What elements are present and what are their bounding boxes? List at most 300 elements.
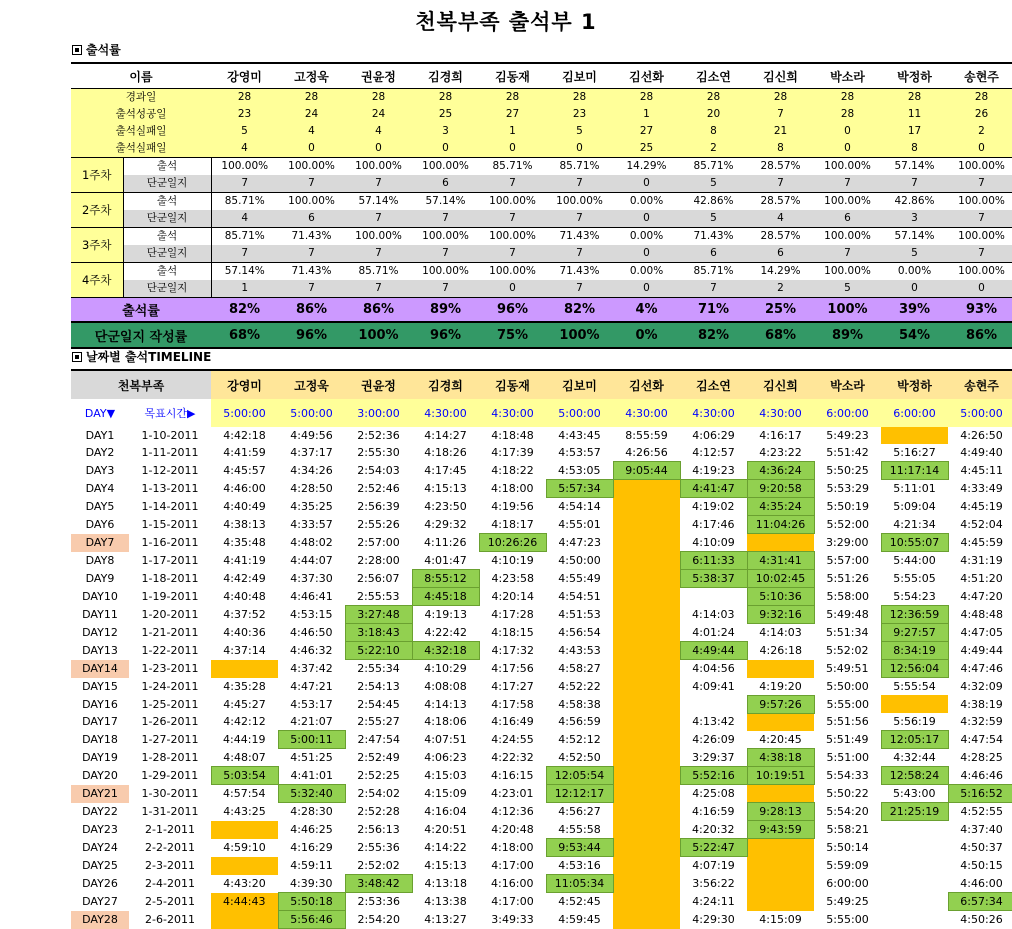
time-cell: 4:41:47 <box>680 480 747 498</box>
count-value: 20 <box>680 106 747 123</box>
time-cell: 4:38:13 <box>223 518 266 531</box>
diary-label: 단군일지 <box>123 210 211 228</box>
target-time: 5:00:00 <box>948 399 1012 427</box>
count-value: 4 <box>211 140 278 158</box>
time-cell: 4:42:18 <box>223 429 266 442</box>
time-cell: 2:52:49 <box>357 751 400 764</box>
diary-rate-value: 75% <box>479 322 546 348</box>
member-name: 박소라 <box>814 63 881 89</box>
time-cell: 4:46:00 <box>223 482 266 495</box>
time-cell: 2:52:25 <box>357 769 400 782</box>
time-cell: 4:32:44 <box>893 751 936 764</box>
attendance-rate-value: 39% <box>881 298 948 323</box>
count-value: 8 <box>747 140 814 158</box>
time-cell: 9:53:44 <box>546 839 613 857</box>
week-attendance-value: 100.00% <box>814 228 881 246</box>
time-cell: 4:22:32 <box>491 751 534 764</box>
time-cell: 4:14:03 <box>692 608 735 621</box>
diary-rate-value: 54% <box>881 322 948 348</box>
count-value: 23 <box>546 106 613 123</box>
count-value: 28 <box>881 89 948 107</box>
week-diary-value: 5 <box>814 280 881 298</box>
time-cell: 4:24:55 <box>491 733 534 746</box>
week-diary-value: 7 <box>412 210 479 228</box>
week-diary-value: 0 <box>613 210 680 228</box>
time-cell: 5:51:42 <box>826 446 869 460</box>
diary-rate-value: 68% <box>747 322 814 348</box>
time-cell: 4:47:23 <box>558 536 601 549</box>
timeline-row <box>71 588 1012 606</box>
time-cell: 4:10:09 <box>692 535 735 549</box>
time-cell: 4:21:07 <box>290 715 333 728</box>
time-cell: 3:29:37 <box>692 750 735 764</box>
time-cell: 4:23:01 <box>491 787 534 800</box>
time-cell: 4:52:55 <box>960 805 1003 819</box>
week-diary-row <box>71 210 1012 228</box>
time-cell: 4:06:23 <box>424 751 467 764</box>
week-diary-value: 0 <box>613 245 680 263</box>
week-diary-value: 7 <box>412 280 479 298</box>
group-label: 천복부족 <box>71 370 211 399</box>
day-label: DAY7 <box>71 534 129 552</box>
time-cell: 4:21:34 <box>893 517 936 531</box>
week-diary-value: 7 <box>546 280 613 298</box>
time-cell: 4:52:22 <box>558 679 601 693</box>
count-value: 8 <box>881 140 948 158</box>
day-label: DAY8 <box>85 554 115 567</box>
section-timeline-title: 날짜별 출석TIMELINE <box>86 350 212 364</box>
time-cell: 4:37:42 <box>290 662 333 675</box>
week-attendance-value: 71.43% <box>278 263 345 281</box>
time-cell: 5:38:37 <box>680 570 747 588</box>
day-label: DAY12 <box>82 626 118 639</box>
time-cell: 5:09:04 <box>893 500 936 513</box>
time-cell: 11:17:14 <box>881 462 948 480</box>
diary-rate-label: 단군일지 작성률 <box>71 322 211 348</box>
time-cell: 9:43:59 <box>747 821 814 839</box>
time-cell: 4:26:50 <box>960 429 1003 442</box>
attendance-rate-value: 71% <box>680 298 747 323</box>
timeline-row <box>71 839 1012 857</box>
time-cell: 4:28:25 <box>960 751 1003 764</box>
section-bullet-icon <box>72 45 82 55</box>
time-cell: 4:50:15 <box>960 859 1003 872</box>
week-diary-value: 7 <box>881 175 948 193</box>
attendance-rate-value: 86% <box>278 298 345 323</box>
count-value: 2 <box>680 140 747 158</box>
time-cell <box>613 624 680 642</box>
week-diary-value: 0 <box>613 280 680 298</box>
time-cell: 4:35:48 <box>223 536 266 549</box>
time-cell: 4:17:00 <box>491 895 534 908</box>
week-attendance-row <box>71 193 1012 211</box>
week-diary-value: 7 <box>948 245 1012 263</box>
week-attendance-value: 57.14% <box>345 193 412 211</box>
week-diary-value: 0 <box>613 175 680 193</box>
time-cell: 4:37:30 <box>290 572 333 585</box>
week-attendance-value: 100.00% <box>814 193 881 211</box>
time-cell: 2:54:13 <box>357 679 400 693</box>
time-cell <box>613 731 680 749</box>
time-cell: 9:57:26 <box>747 695 814 713</box>
time-cell: 3:56:22 <box>692 877 735 890</box>
attendance-summary-table <box>71 62 1012 349</box>
week-attendance-value: 85.71% <box>680 158 747 176</box>
time-cell: 4:44:07 <box>290 554 333 567</box>
target-time: 6:00:00 <box>881 399 948 427</box>
time-cell: 4:46:00 <box>960 876 1003 890</box>
day-label: DAY16 <box>82 697 118 711</box>
count-value: 0 <box>412 140 479 158</box>
time-cell: 5:32:40 <box>278 785 345 803</box>
time-cell: 12:56:04 <box>881 660 948 678</box>
count-value: 4 <box>345 123 412 140</box>
week-attendance-value: 100.00% <box>412 263 479 281</box>
timeline-row <box>71 660 1012 678</box>
time-cell: 4:50:00 <box>558 554 601 567</box>
time-cell: 8:34:19 <box>881 642 948 660</box>
week-attendance-value: 100.00% <box>479 193 546 211</box>
time-cell <box>613 857 680 875</box>
time-cell <box>747 660 814 678</box>
summary-count-row <box>71 89 1012 107</box>
time-cell: 5:49:48 <box>826 608 869 621</box>
time-cell: 4:31:19 <box>960 554 1003 567</box>
week-attendance-value: 85.71% <box>680 263 747 281</box>
time-cell: 5:57:00 <box>826 554 869 567</box>
time-cell: 4:42:12 <box>223 715 266 729</box>
timeline-row <box>71 678 1012 696</box>
day-label: DAY27 <box>82 895 118 908</box>
time-cell <box>747 713 814 731</box>
time-cell: 4:04:56 <box>692 662 735 676</box>
time-cell: 4:17:56 <box>491 662 534 675</box>
day-label: DAY28 <box>71 911 129 929</box>
time-cell <box>211 911 278 929</box>
time-cell: 2:56:39 <box>357 500 400 513</box>
day-label: DAY14 <box>71 660 129 678</box>
timeline-row <box>71 624 1012 642</box>
time-cell: 4:01:47 <box>424 553 467 567</box>
count-value: 0 <box>345 140 412 158</box>
week-diary-value: 5 <box>881 245 948 263</box>
time-cell: 5:53:29 <box>826 482 869 495</box>
time-cell: 4:20:48 <box>491 823 534 836</box>
count-value: 23 <box>211 106 278 123</box>
time-cell: 4:53:05 <box>558 463 601 477</box>
time-cell: 4:25:08 <box>692 787 735 801</box>
time-cell: 5:58:00 <box>826 590 869 603</box>
time-cell <box>613 516 680 534</box>
timeline-row <box>71 516 1012 534</box>
time-cell: 2:52:02 <box>357 858 400 872</box>
time-cell: 4:51:25 <box>290 751 333 765</box>
time-cell: 4:41:01 <box>290 768 333 782</box>
time-cell <box>613 785 680 803</box>
time-cell: 4:13:42 <box>692 715 735 729</box>
week-attendance-value: 0.00% <box>613 263 680 281</box>
date-cell: 1-14-2011 <box>141 500 199 513</box>
count-value: 28 <box>948 89 1012 107</box>
week-diary-value: 7 <box>345 245 412 263</box>
time-cell: 4:19:23 <box>692 463 735 477</box>
time-cell: 4:47:54 <box>960 733 1003 746</box>
date-cell: 2-5-2011 <box>145 895 195 908</box>
member-name: 김보미 <box>546 370 613 399</box>
diary-label: 단군일지 <box>123 245 211 263</box>
week-diary-value: 7 <box>345 175 412 193</box>
summary-header-row <box>71 63 1012 89</box>
time-cell: 5:52:16 <box>680 767 747 785</box>
time-cell <box>881 911 948 929</box>
date-cell: 1-11-2011 <box>141 446 199 460</box>
time-cell: 4:52:04 <box>960 518 1003 531</box>
attendance-rate-value: 93% <box>948 298 1012 323</box>
date-cell: 1-22-2011 <box>141 644 199 657</box>
timeline-row <box>71 821 1012 839</box>
date-cell: 1-13-2011 <box>141 482 199 495</box>
day-label: DAY15 <box>82 679 118 693</box>
time-cell: 4:45:19 <box>960 500 1003 513</box>
time-cell: 2:55:53 <box>357 589 400 603</box>
day-label: DAY18 <box>82 733 118 746</box>
diary-label: 단군일지 <box>123 175 211 193</box>
time-cell: 8:55:59 <box>625 429 668 442</box>
time-cell: 4:16:17 <box>759 429 802 442</box>
week-label: 3주차 <box>71 228 123 263</box>
time-cell: 4:12:57 <box>692 446 735 460</box>
member-name: 김선화 <box>613 370 680 399</box>
week-diary-value: 7 <box>211 175 278 193</box>
date-cell: 1-16-2011 <box>141 536 199 549</box>
time-cell: 4:50:26 <box>960 913 1003 927</box>
time-cell: 4:41:59 <box>223 446 266 460</box>
diary-rate-value: 68% <box>211 322 278 348</box>
time-cell <box>613 893 680 911</box>
week-diary-row <box>71 175 1012 193</box>
time-cell <box>881 857 948 875</box>
week-diary-row <box>71 245 1012 263</box>
time-cell: 3:18:43 <box>345 624 412 642</box>
week-attendance-value: 100.00% <box>278 193 345 211</box>
member-name: 김경희 <box>412 63 479 89</box>
target-time: 5:00:00 <box>211 399 278 427</box>
time-cell: 4:10:29 <box>424 662 467 676</box>
timeline-row <box>71 911 1012 929</box>
time-cell: 4:40:48 <box>223 590 266 603</box>
time-cell <box>881 821 948 839</box>
week-diary-value: 6 <box>412 175 479 193</box>
time-cell: 3:48:42 <box>345 875 412 893</box>
week-attendance-value: 57.14% <box>881 228 948 246</box>
time-cell: 5:22:47 <box>680 839 747 857</box>
date-cell: 2-3-2011 <box>145 859 195 872</box>
date-cell: 1-25-2011 <box>141 697 199 711</box>
week-attendance-value: 28.57% <box>747 158 814 176</box>
time-cell: 9:05:44 <box>613 462 680 480</box>
time-cell: 4:46:25 <box>290 823 333 836</box>
week-diary-value: 7 <box>211 245 278 263</box>
time-cell: 4:57:54 <box>223 787 266 801</box>
time-cell <box>881 839 948 857</box>
count-value: 25 <box>613 140 680 158</box>
time-cell: 4:52:12 <box>558 733 601 746</box>
time-cell <box>613 570 680 588</box>
time-cell: 4:14:13 <box>424 697 467 711</box>
week-attendance-value: 14.29% <box>613 158 680 176</box>
time-cell: 4:15:03 <box>424 769 467 782</box>
time-cell: 2:54:20 <box>357 913 400 926</box>
count-value: 0 <box>546 140 613 158</box>
member-name: 김동재 <box>479 63 546 89</box>
time-cell <box>680 695 747 713</box>
time-cell: 4:28:50 <box>290 482 333 495</box>
time-cell <box>747 839 814 857</box>
date-cell: 1-21-2011 <box>141 626 199 639</box>
time-cell: 4:48:02 <box>290 536 333 549</box>
time-cell: 4:45:11 <box>960 464 1003 477</box>
time-cell: 2:55:27 <box>357 715 400 729</box>
count-value: 28 <box>479 89 546 107</box>
time-cell: 5:51:34 <box>826 626 869 639</box>
day-label: DAY20 <box>82 769 118 782</box>
week-label: 2주차 <box>71 193 123 228</box>
time-cell: 4:43:53 <box>558 644 601 657</box>
attendance-label: 출석 <box>123 263 211 281</box>
time-cell: 4:47:05 <box>960 626 1003 639</box>
time-cell <box>747 857 814 875</box>
time-cell: 5:54:23 <box>893 589 936 603</box>
time-cell: 4:18:26 <box>424 446 467 460</box>
timeline-row <box>71 606 1012 624</box>
date-cell: 2-2-2011 <box>145 841 195 854</box>
time-cell <box>613 534 680 552</box>
count-label: 경과일 <box>71 89 211 107</box>
member-name: 김경희 <box>412 370 479 399</box>
time-cell: 4:56:27 <box>558 805 601 819</box>
day-label: DAY13 <box>82 644 118 657</box>
week-diary-value: 6 <box>680 245 747 263</box>
time-cell: 4:17:45 <box>424 464 467 477</box>
time-cell <box>613 498 680 516</box>
time-cell: 2:52:46 <box>357 482 400 495</box>
time-cell: 4:55:01 <box>558 518 601 531</box>
time-cell: 4:29:32 <box>424 518 467 531</box>
week-attendance-value: 100.00% <box>278 158 345 176</box>
time-cell: 4:47:21 <box>290 679 333 693</box>
week-diary-value: 7 <box>278 245 345 263</box>
time-cell: 4:24:11 <box>692 895 735 908</box>
attendance-rate-value: 96% <box>479 298 546 323</box>
time-cell: 4:19:56 <box>491 500 534 513</box>
count-value: 28 <box>680 89 747 107</box>
time-cell: 5:51:49 <box>826 733 869 746</box>
time-cell: 4:49:44 <box>680 642 747 660</box>
time-cell: 4:55:49 <box>558 572 601 585</box>
time-cell: 3:29:00 <box>826 536 869 549</box>
time-cell: 4:17:58 <box>491 697 534 711</box>
target-time: 4:30:00 <box>613 399 680 427</box>
time-cell: 5:49:51 <box>826 662 869 675</box>
time-cell: 4:17:27 <box>491 679 534 693</box>
time-cell: 4:46:46 <box>960 768 1003 782</box>
count-value: 17 <box>881 123 948 140</box>
count-value: 5 <box>211 123 278 140</box>
time-cell: 5:49:25 <box>826 895 869 908</box>
time-cell <box>881 875 948 893</box>
member-name: 박정하 <box>881 370 948 399</box>
time-cell: 4:07:51 <box>424 733 467 746</box>
time-cell: 5:22:10 <box>345 642 412 660</box>
date-cell: 1-28-2011 <box>141 751 199 764</box>
week-diary-value: 7 <box>747 175 814 193</box>
time-cell: 5:49:23 <box>826 429 869 442</box>
time-cell: 5:50:25 <box>826 464 869 477</box>
diary-label: 단군일지 <box>123 280 211 298</box>
member-name: 송현주 <box>948 63 1012 89</box>
day-label: DAY11 <box>82 608 118 621</box>
time-cell: 4:58:38 <box>558 697 601 711</box>
time-cell: 4:37:52 <box>223 608 266 621</box>
day-label: DAY19 <box>82 751 118 764</box>
member-name: 박정하 <box>881 63 948 89</box>
timeline-row <box>71 642 1012 660</box>
time-cell: 4:45:18 <box>412 588 479 606</box>
time-cell: 21:25:19 <box>881 803 948 821</box>
week-attendance-value: 85.71% <box>211 228 278 246</box>
time-cell <box>881 893 948 911</box>
section-timeline <box>72 348 211 365</box>
time-cell: 4:42:49 <box>223 572 266 585</box>
time-cell: 9:28:13 <box>747 803 814 821</box>
time-cell: 2:55:26 <box>357 518 400 531</box>
time-cell: 4:17:28 <box>491 608 534 621</box>
time-cell: 4:56:59 <box>558 715 601 729</box>
time-cell: 4:14:22 <box>424 841 467 854</box>
time-cell: 4:52:45 <box>558 895 601 909</box>
attendance-label: 출석 <box>123 158 211 176</box>
week-diary-value: 7 <box>479 245 546 263</box>
time-cell: 2:28:00 <box>357 554 400 567</box>
week-attendance-value: 100.00% <box>479 228 546 246</box>
week-diary-value: 7 <box>814 245 881 263</box>
date-cell: 1-20-2011 <box>141 608 199 621</box>
count-value: 4 <box>278 123 345 140</box>
target-time: 5:00:00 <box>278 399 345 427</box>
week-attendance-value: 100.00% <box>412 158 479 176</box>
time-cell: 4:15:13 <box>424 859 467 872</box>
timeline-row <box>71 570 1012 588</box>
count-value: 25 <box>412 106 479 123</box>
member-name: 김소연 <box>680 63 747 89</box>
time-cell: 4:53:17 <box>290 697 333 711</box>
week-attendance-value: 71.43% <box>278 228 345 246</box>
week-diary-value: 7 <box>345 280 412 298</box>
week-attendance-row <box>71 158 1012 176</box>
member-name: 고정욱 <box>278 370 345 399</box>
attendance-rate-value: 4% <box>613 298 680 323</box>
time-cell: 5:16:52 <box>948 785 1012 803</box>
time-cell: 12:58:24 <box>881 767 948 785</box>
member-name: 고정욱 <box>278 63 345 89</box>
time-cell: 4:37:40 <box>960 823 1003 836</box>
member-name: 박소라 <box>814 370 881 399</box>
time-cell: 4:43:20 <box>223 877 266 890</box>
time-cell: 4:15:09 <box>759 913 802 926</box>
time-cell <box>211 821 278 839</box>
date-cell: 2-4-2011 <box>145 877 195 890</box>
time-cell: 4:53:57 <box>558 446 601 460</box>
